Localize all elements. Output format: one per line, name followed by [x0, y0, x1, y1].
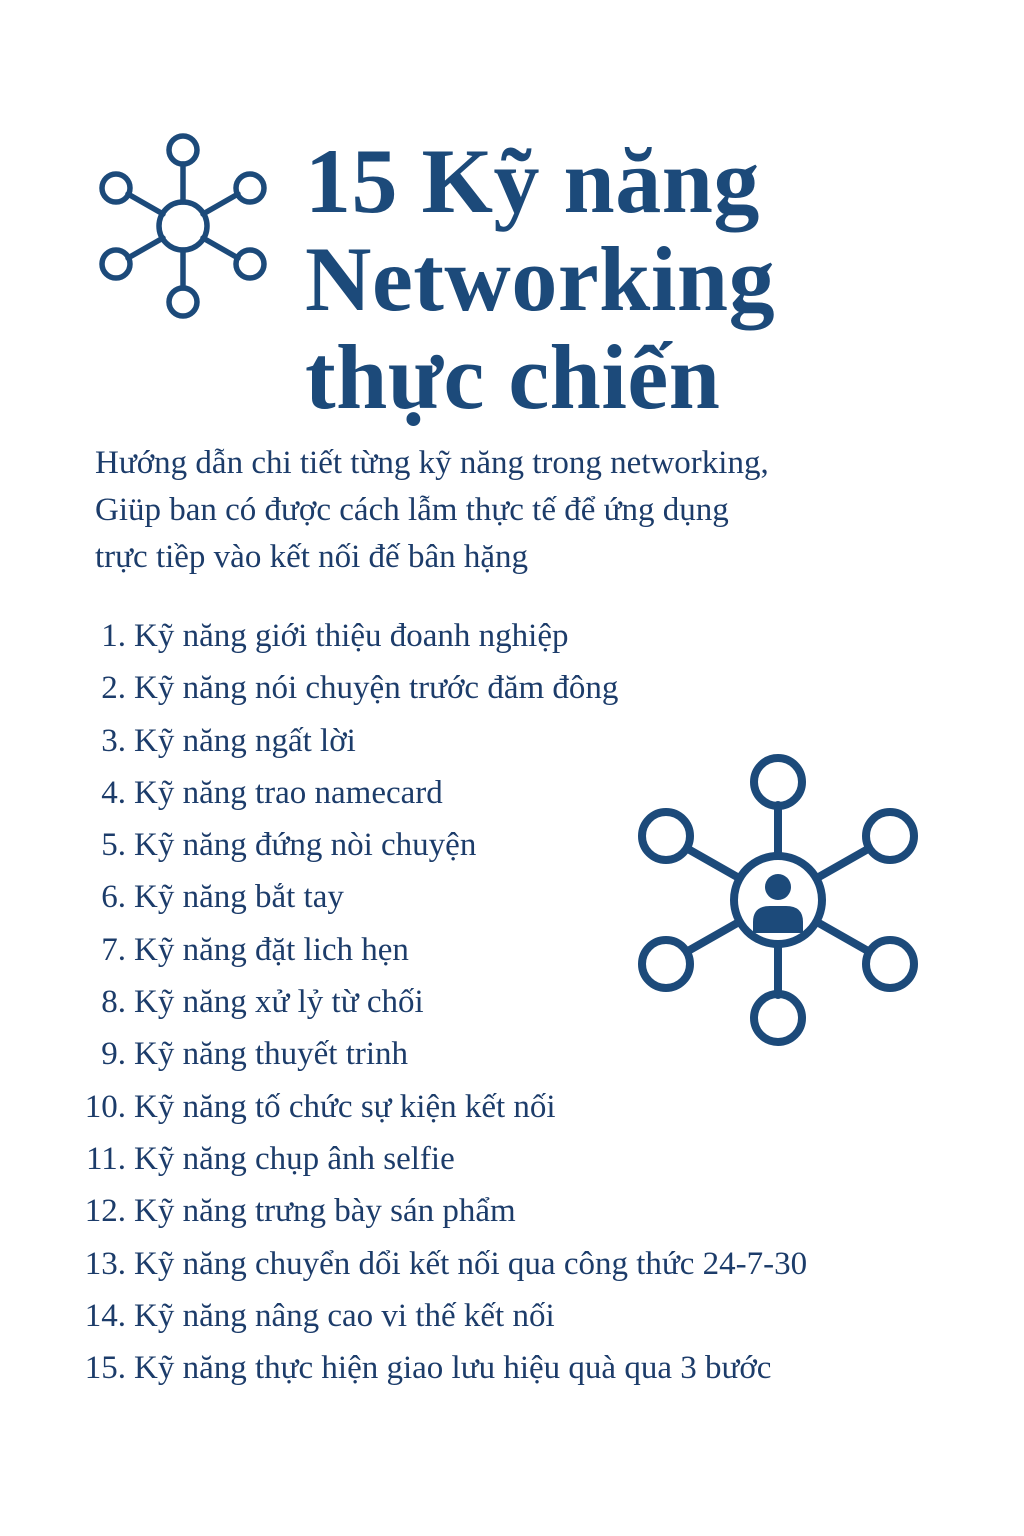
subtitle-line: Hướng dẫn chi tiết từng kỹ năng trong networking, [95, 445, 769, 481]
list-item [0, 610, 940, 662]
item-text: Kỹ năng đứng nòi chuyện [134, 827, 477, 864]
item-number: 11. [85, 1140, 126, 1177]
person-icon [753, 874, 803, 933]
list-item [0, 1290, 940, 1342]
subtitle-line: trực tiềp vào kết nối đế bân hặng [95, 539, 528, 575]
title-line: thực chiến [305, 326, 721, 428]
item-number: 9. [101, 1036, 126, 1073]
item-text: Kỹ năng thuyết trinh [134, 1036, 409, 1073]
item-text: Kỹ năng nói chuyện trước đăm đông [134, 670, 619, 707]
item-text: Kỹ năng nâng cao vi thế kết nối [134, 1297, 555, 1334]
item-number: 12. [84, 1193, 126, 1230]
item-text: Kỹ năng bắt tay [134, 879, 344, 916]
item-number: 4. [101, 774, 126, 811]
item-number: 5. [101, 827, 126, 864]
item-text: Kỹ năng trao namecard [134, 774, 443, 811]
list-item [0, 1081, 940, 1133]
item-number: 6. [101, 879, 126, 916]
item-text: Kỹ năng giới thiệu đoanh nghiệp [134, 618, 569, 654]
item-number: 13. [84, 1245, 126, 1282]
page-title [305, 132, 775, 426]
list-item [0, 1342, 940, 1394]
item-number: 3. [101, 722, 126, 759]
item-number: 7. [101, 931, 126, 968]
item-number: 2. [101, 670, 126, 707]
title-line: Networking [305, 228, 776, 330]
item-text: Kỹ năng xử lỷ từ chối [134, 984, 424, 1021]
subtitle [95, 440, 975, 581]
subtitle-line: Giüp ban có được cách lẫm thực tế để ứng dụng [95, 492, 729, 528]
item-text: Kỹ năng thực hiện giao lưu hiệu quà qua 3 bước [134, 1350, 772, 1387]
network-person-icon [632, 742, 924, 1058]
item-text: Kỹ năng đặt lich hẹn [134, 931, 409, 968]
item-text: Kỹ năng tố chức sự kiện kết nối [134, 1088, 556, 1125]
network-hub-icon [94, 126, 272, 326]
item-number: 8. [101, 984, 126, 1021]
item-text: Kỹ năng chụp ânh selfie [134, 1140, 455, 1177]
item-text: Kỹ năng ngất lời [134, 722, 356, 759]
list-item [0, 662, 940, 714]
item-number: 1. [101, 618, 126, 654]
item-number: 15. [84, 1350, 126, 1387]
item-text: Kỹ năng chuyển dổi kết nối qua công thức 24-7-30 [134, 1245, 808, 1282]
list-item [0, 1185, 940, 1237]
item-number: 14. [84, 1297, 126, 1334]
list-item [0, 1133, 940, 1185]
item-text: Kỹ năng trưng bày sán phẩm [134, 1193, 516, 1230]
list-item [0, 1238, 940, 1290]
item-number: 10. [84, 1088, 126, 1125]
title-line: 15 Kỹ năng [305, 130, 760, 232]
